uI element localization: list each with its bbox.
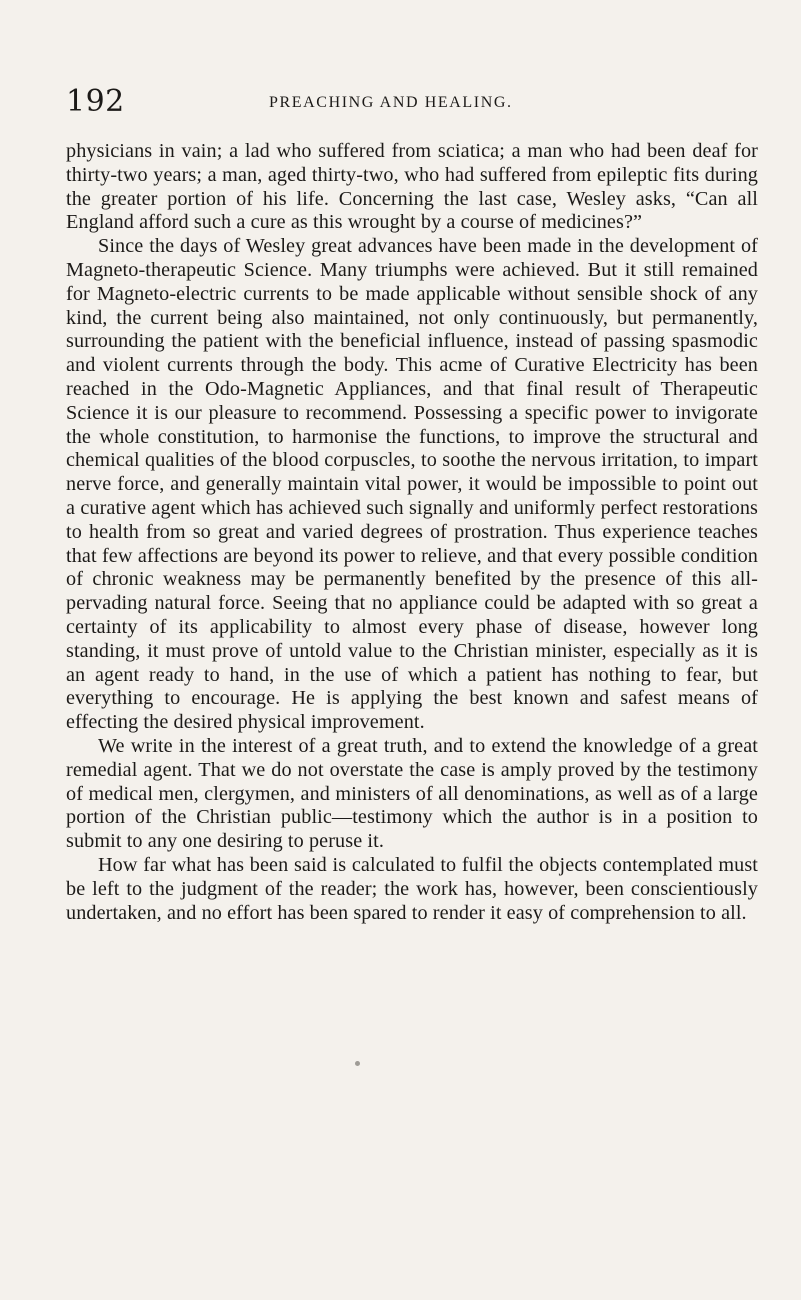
- print-speck: [355, 1061, 360, 1066]
- paragraph-3: We write in the interest of a great truth, and to extend the knowledge of a great remedial agent. That we do not overstate the case is amply proved by the testimony of medical men, clergymen, and ministers of all denominations, as well as of a large portion of the Christian public—testimony which the author is in a position to submit to any one desiring to peruse it.: [66, 734, 758, 853]
- running-head-title: PREACHING AND HEALING.: [269, 94, 513, 111]
- paragraph-2: Since the days of Wesley great advances have been made in the development of Magneto-therapeutic Science. Many triumphs were achieved. But it still remained for Magneto-electric currents to be made applicable without sensible shock of any kind, the current being also maintained, not only continuously, but permanently, surrounding the patient with the beneficial influence, instead of passing spasmodic and violent currents through the body. This acme of Curative Electricity has been reached in the Odo-Magnetic Appliances, and that final result of Therapeutic Science it is our pleasure to recommend. Possessing a specific power to invigorate the whole constitution, to harmonise the functions, to improve the structural and chemical qualities of the blood corpuscles, to soothe the nervous irritation, to impart nerve force, and generally maintain vital power, it would be impossible to point out a curative agent which has achieved such signally and uniformly perfect restorations to health from so great and varied degrees of prostration. Thus experience teaches that few affections are beyond its power to relieve, and that every possible condition of chronic weakness may be permanently benefited by the presence of this all-pervading natural force. Seeing that no appliance could be adapted with so great a certainty of its applicability to almost every phase of disease, however long standing, it must prove of untold value to the Christian minister, especially as it is an agent ready to hand, in the use of which a patient has nothing to fear, but everything to encourage. He is applying the best known and safest means of effecting the desired physical improvement.: [66, 235, 758, 734]
- running-head: [66, 84, 758, 124]
- paragraph-1: physicians in vain; a lad who suffered from sciatica; a man who had been deaf for thirty-two years; a man, aged thirty-two, who had suffered from epileptic fits during the greater portion of his life. Concerning the last case, Wesley asks, “Can all England afford such a cure as this wrought by a course of medicines?”: [66, 140, 758, 234]
- page-number: 192: [66, 84, 125, 119]
- body-text: [66, 140, 758, 925]
- paragraph-4: How far what has been said is calculated to fulfil the objects contemplated must be left to the judgment of the reader; the work has, however, been conscientiously undertaken, and no effort has been spared to render it easy of comprehension to all.: [66, 853, 758, 924]
